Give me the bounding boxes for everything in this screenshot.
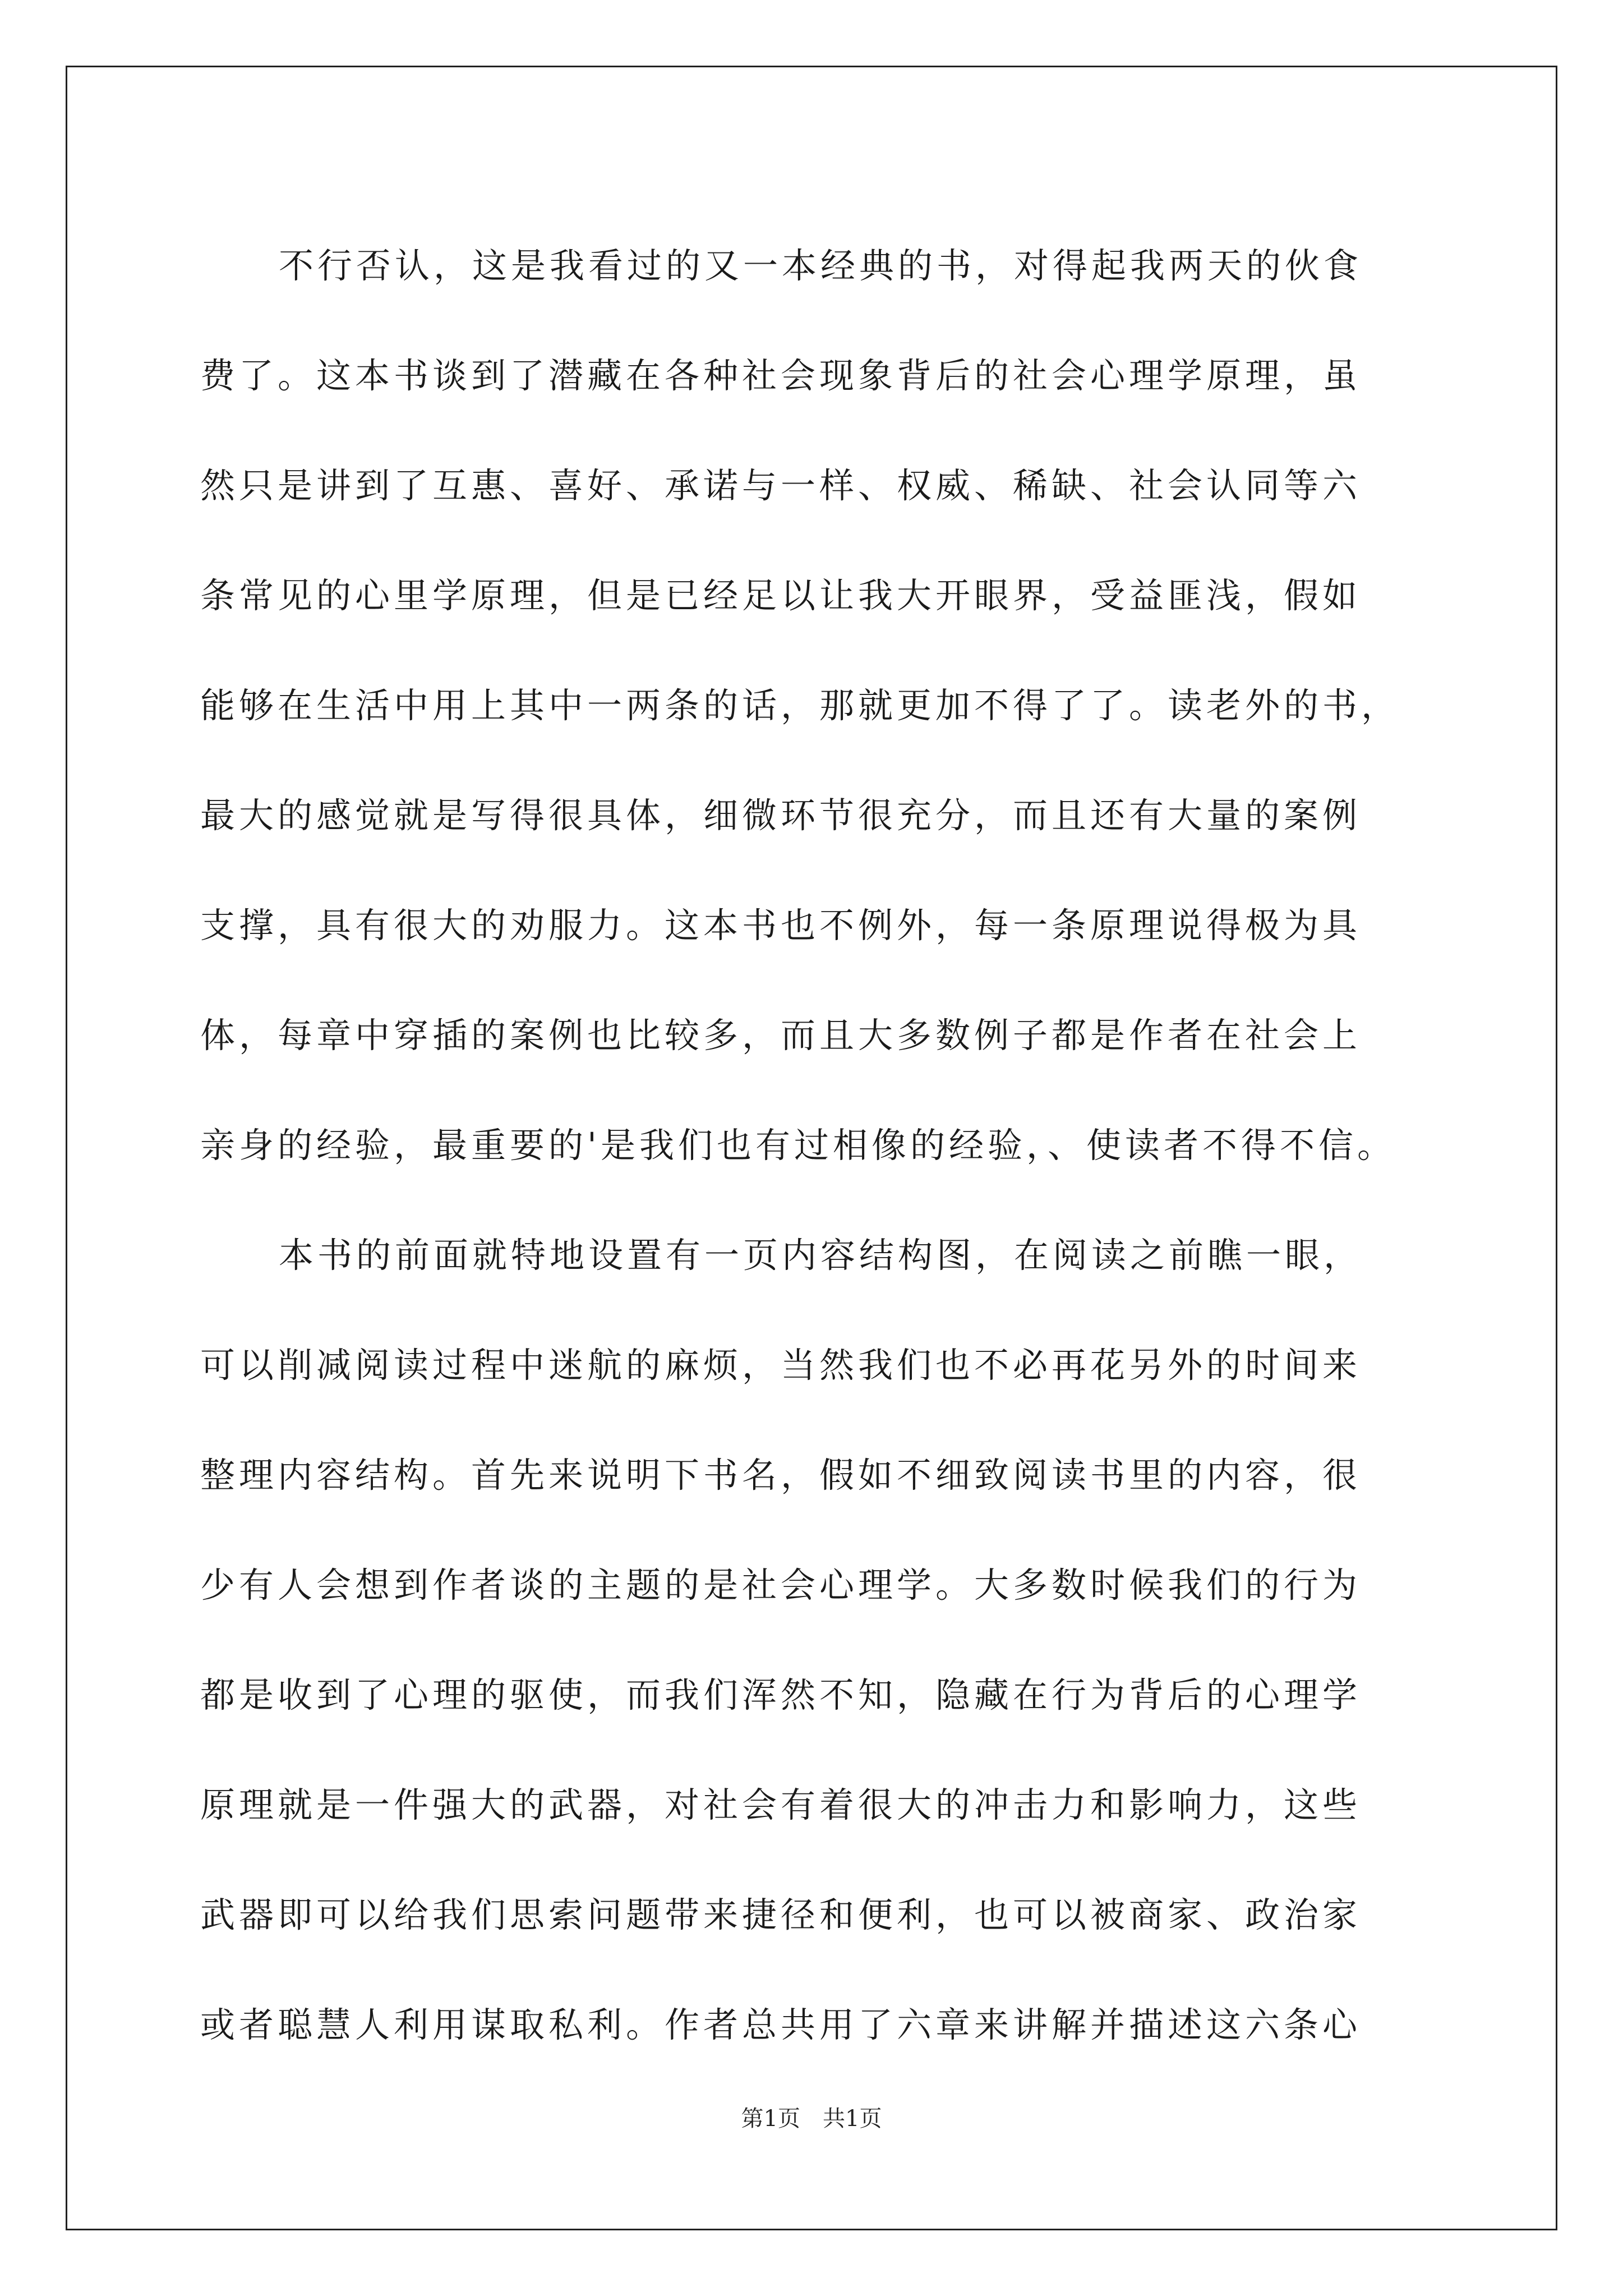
text-line: 条常见的心里学原理，但是已经足以让我大开眼界，受益匪浅，假如: [200, 574, 1362, 616]
text-line: 整理内容结构。首先来说明下书名，假如不细致阅读书里的内容，很: [200, 1454, 1362, 1496]
text-line: 亲身的经验，最重要的'是我们也有过相像的经验，、使读者不得不信。: [200, 1124, 1396, 1166]
text-line: 然只是讲到了互惠、喜好、承诺与一样、权威、稀缺、社会认同等六: [200, 464, 1362, 506]
text-line: 原理就是一件强大的武器，对社会有着很大的冲击力和影响力，这些: [200, 1784, 1362, 1825]
text-line: 最大的感觉就是写得很具体，细微环节很充分，而且还有大量的案例: [200, 794, 1362, 836]
text-line: 体，每章中穿插的案例也比较多，而且大多数例子都是作者在社会上: [200, 1014, 1362, 1056]
text-line: 不行否认，这是我看过的又一本经典的书，对得起我两天的伙食: [279, 245, 1363, 286]
text-line: 少有人会想到作者谈的主题的是社会心理学。大多数时候我们的行为: [200, 1564, 1362, 1605]
text-line: 本书的前面就特地设置有一页内容结构图，在阅读之前瞧一眼，: [279, 1234, 1363, 1276]
text-line: 费了。这本书谈到了潜藏在各种社会现象背后的社会心理学原理，虽: [200, 355, 1362, 396]
page-number-footer: 第1页 共1页: [741, 2106, 882, 2132]
document-body: [200, 208, 1423, 2077]
text-line: 或者聪慧人利用谋取私利。作者总共用了六章来讲解并描述这六条心: [200, 2004, 1362, 2045]
text-line: 能够在生活中用上其中一两条的话，那就更加不得了了。读老外的书，: [200, 684, 1400, 726]
text-line: 都是收到了心理的驱使，而我们浑然不知，隐藏在行为背后的心理学: [200, 1674, 1362, 1715]
text-line: 武器即可以给我们思索问题带来捷径和便利，也可以被商家、政治家: [200, 1894, 1362, 1935]
text-line: 可以削减阅读过程中迷航的麻烦，当然我们也不必再花另外的时间来: [200, 1344, 1362, 1386]
text-line: 支撑，具有很大的劝服力。这本书也不例外，每一条原理说得极为具: [200, 904, 1362, 946]
